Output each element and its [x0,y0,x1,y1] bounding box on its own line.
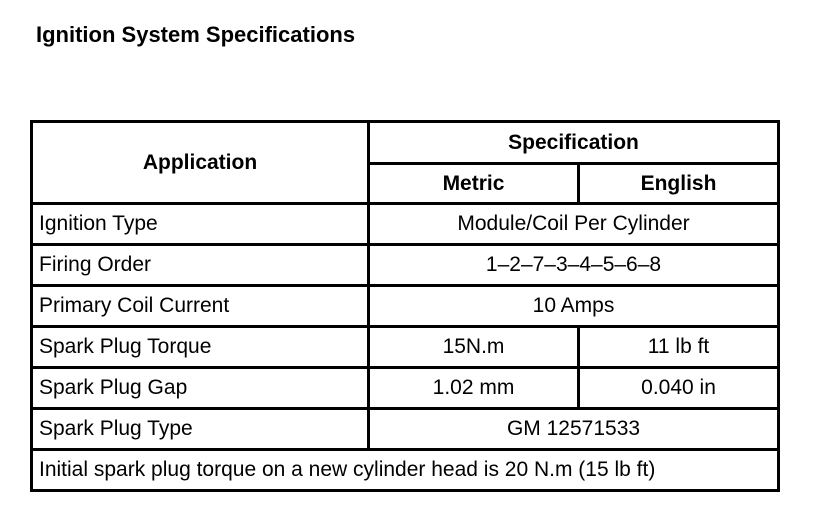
table-note: Initial spark plug torque on a new cylinder head is 20 N.m (15 lb ft) [32,450,779,491]
table-row [32,286,779,327]
table-row [32,245,779,286]
row-label: Spark Plug Torque [32,327,369,368]
row-label: Firing Order [32,245,369,286]
row-label: Spark Plug Gap [32,368,369,409]
row-value: 1–2–7–3–4–5–6–8 [369,245,779,286]
note-row [32,450,779,491]
row-english-value: 0.040 in [579,368,779,409]
header-row-top [32,122,779,164]
row-metric-value: 15N.m [369,327,579,368]
row-value: GM 12571533 [369,409,779,450]
specification-header: Specification [369,122,779,164]
row-value: Module/Coil Per Cylinder [369,204,779,245]
table-row [32,368,779,409]
row-label: Spark Plug Type [32,409,369,450]
table-row [32,409,779,450]
page-title: Ignition System Specifications [36,22,356,47]
row-metric-value: 1.02 mm [369,368,579,409]
row-english-value: 11 lb ft [579,327,779,368]
metric-header: Metric [369,164,579,204]
row-value: 10 Amps [369,286,779,327]
table-row [32,204,779,245]
english-header: English [579,164,779,204]
row-label: Primary Coil Current [32,286,369,327]
specifications-table [30,120,780,492]
table-row [32,327,779,368]
row-label: Ignition Type [32,204,369,245]
application-header: Application [32,122,369,204]
